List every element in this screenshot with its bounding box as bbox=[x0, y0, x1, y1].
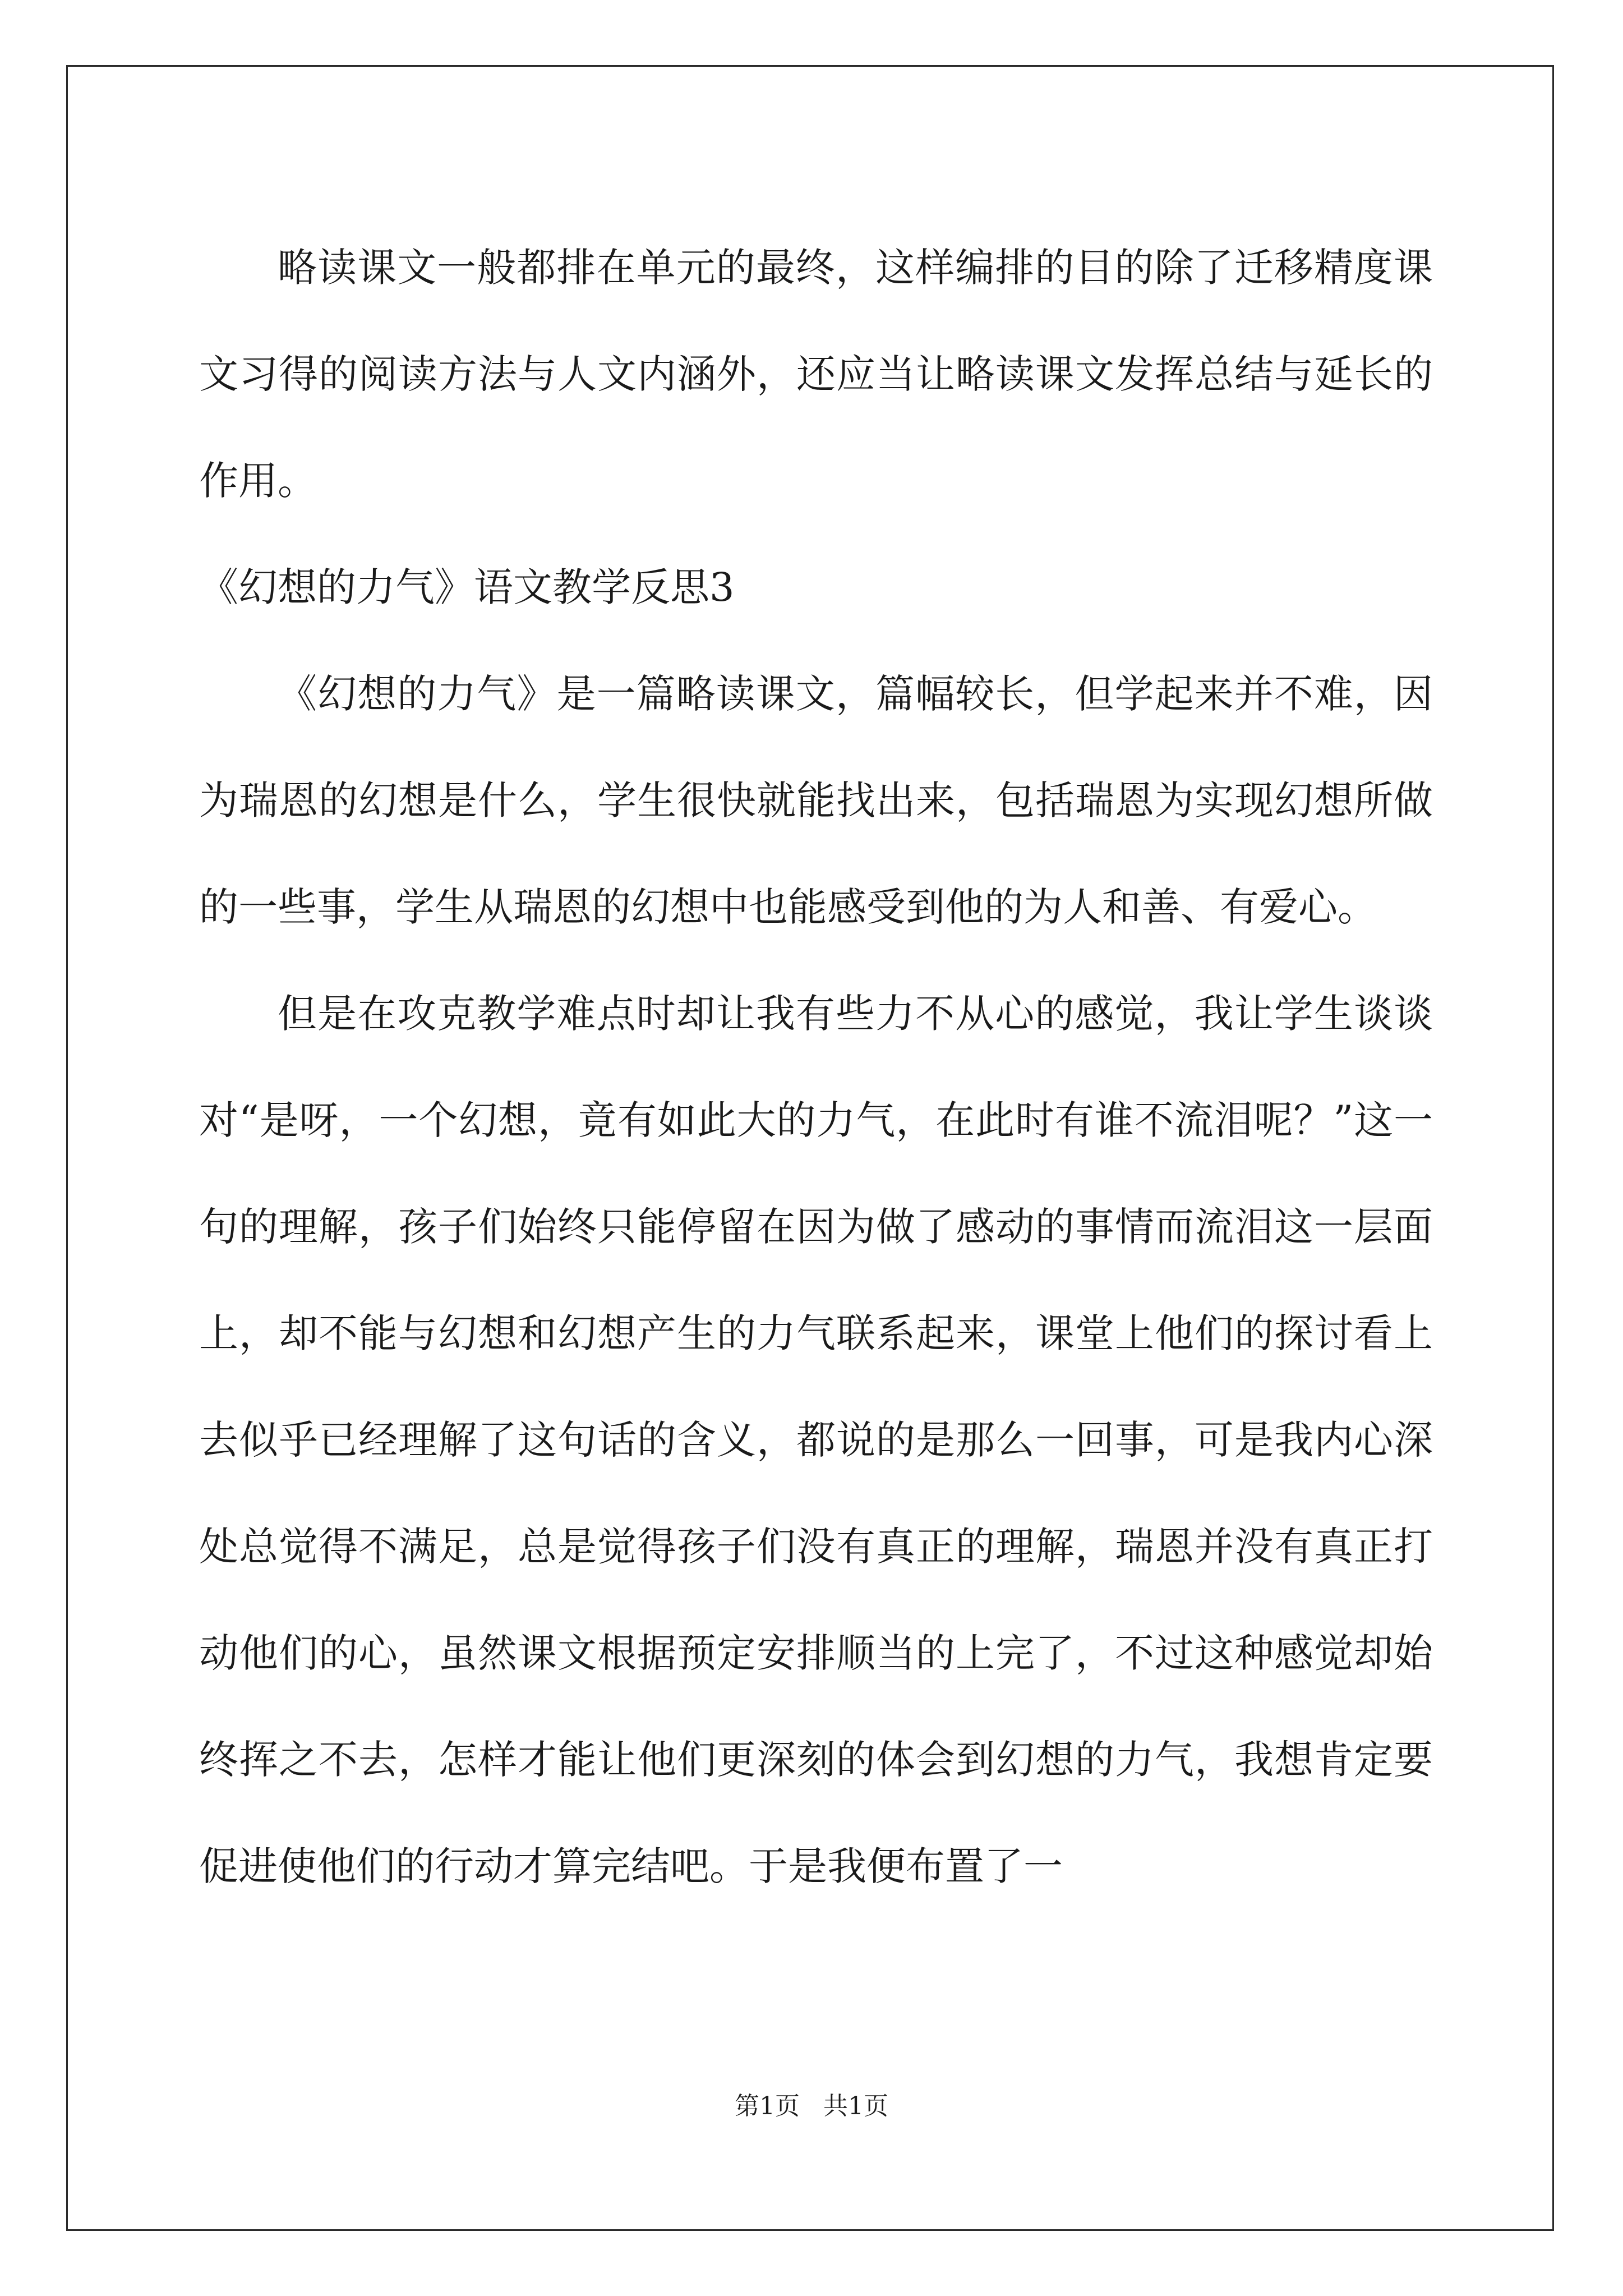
paragraph-1: 略读课文一般都排在单元的最终，这样编排的目的除了迁移精度课文习得的阅读方法与人文内涵外，还应当让略读课文发挥总结与延长的作用。 bbox=[199, 245, 1433, 504]
paragraph-3: 但是在攻克教学难点时却让我有些力不从心的感觉，我让学生谈谈对“是呀，一个幻想，竟有如此大的力气，在此时有谁不流泪呢？”这一句的理解，孩子们始终只能停留在因为做了感动的事情而流泪这一层面上，却不能与幻想和幻想产生的力气联系起来，课堂上他们的探讨看上去似乎已经理解了这句话的含义，都说的是那么一回事，可是我内心深处总觉得不满足，总是觉得孩子们没有真正的理解，瑞恩并没有真正打动他们的心，虽然课文根据预定安排顺当的上完了，不过这种感觉却始终挥之不去，怎样才能让他们更深刻的体会到幻想的力气，我想肯定要促进使他们的行动才算完结吧。于是我便布置了一 bbox=[199, 991, 1433, 1889]
document-body bbox=[199, 214, 1433, 1920]
paragraph-2: 《幻想的力气》是一篇略读课文，篇幅较长，但学起来并不难，因为瑞恩的幻想是什么，学生很快就能找出来，包括瑞恩为实现幻想所做的一些事，学生从瑞恩的幻想中也能感受到他的为人和善、有爱心。 bbox=[199, 671, 1433, 930]
page-footer: 第1页 共1页 bbox=[735, 2092, 888, 2120]
section-heading: 《幻想的力气》语文教学反思3 bbox=[199, 564, 735, 610]
